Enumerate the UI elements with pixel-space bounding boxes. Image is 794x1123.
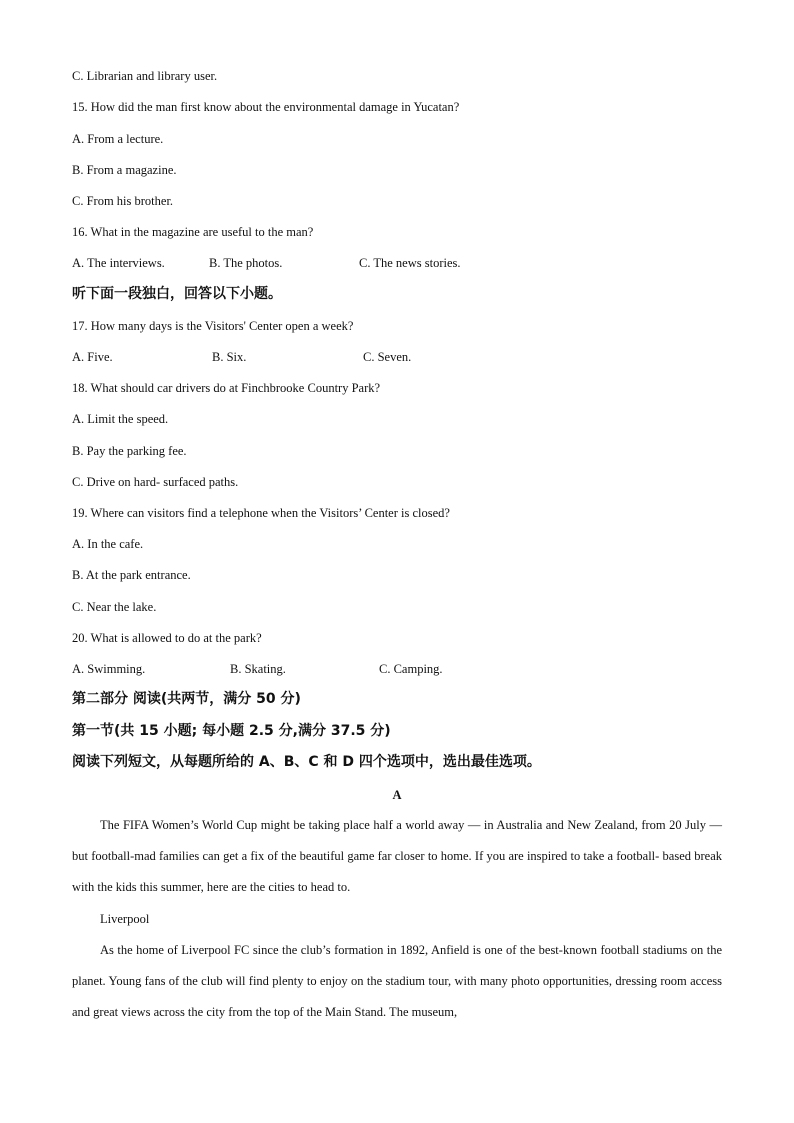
q15-option-b: B. From a magazine. [72,163,177,177]
liverpool-paragraph: As the home of Liverpool FC since the club’s formation in 1892, Anfield is one of the best-known football stadiums on the planet. Young fans of the club will find plenty to enjoy on the stadium tour, with many photo opportunities, dressing room access and great views across the city from the top of the Main Stand. The museum, [72,942,722,1020]
passage-label: A [392,788,402,802]
q15-question: 15. How did the man first know about the environmental damage in Yucatan? [72,100,460,114]
q16-option-c: C. The news stories. [359,256,461,270]
q15-option-c: C. From his brother. [72,194,174,208]
part2-heading: 第二部分 阅读(共两节，满分 50 分) [72,691,301,707]
q17-option-c: C. Seven. [363,350,412,364]
q19-option-a: A. In the cafe. [72,537,144,551]
q16-option-a: A. The interviews. [72,256,165,270]
passage-body [72,810,722,1028]
q20-option-a: A. Swimming. [72,662,146,676]
q15-option-a: A. From a lecture. [72,132,164,146]
section1-heading: 第一节(共 15 小题; 每小题 2.5 分,满分 37.5 分) [72,723,391,739]
q19-question: 19. Where can visitors find a telephone when the Visitors’ Center is closed? [72,506,450,520]
q16-options [72,255,672,271]
q20-option-b: B. Skating. [230,662,286,676]
q18-option-b: B. Pay the parking fee. [72,444,187,458]
city-heading: Liverpool [100,911,150,926]
q18-option-c: C. Drive on hard- surfaced paths. [72,475,239,489]
q18-question: 18. What should car drivers do at Finchbrooke Country Park? [72,381,381,395]
q17-question: 17. How many days is the Visitors' Center open a week? [72,319,354,333]
q14-option-c: C. Librarian and library user. [72,69,218,83]
q20-question: 20. What is allowed to do at the park? [72,631,262,645]
q19-option-b: B. At the park entrance. [72,568,191,582]
monologue-heading: 听下面一段独白，回答以下小题。 [72,286,282,302]
reading-instructions: 阅读下列短文，从每题所给的 A、B、C 和 D 四个选项中，选出最佳选项。 [72,754,541,770]
q20-options [72,661,672,677]
q16-question: 16. What in the magazine are useful to the man? [72,225,314,239]
q18-option-a: A. Limit the speed. [72,412,169,426]
q17-option-b: B. Six. [212,350,247,364]
passage-intro-paragraph: The FIFA Women’s World Cup might be taking place half a world away — in Australia and New Zealand, from 20 July — but football-mad families can get a fix of the beautiful game far closer to home. If you are inspired to take a football- based break with the kids this summer, here are the cities to head to. [72,818,722,895]
q17-option-a: A. Five. [72,350,113,364]
q20-option-c: C. Camping. [379,662,443,676]
q17-options [72,349,672,365]
q16-option-b: B. The photos. [209,256,283,270]
q19-option-c: C. Near the lake. [72,600,157,614]
